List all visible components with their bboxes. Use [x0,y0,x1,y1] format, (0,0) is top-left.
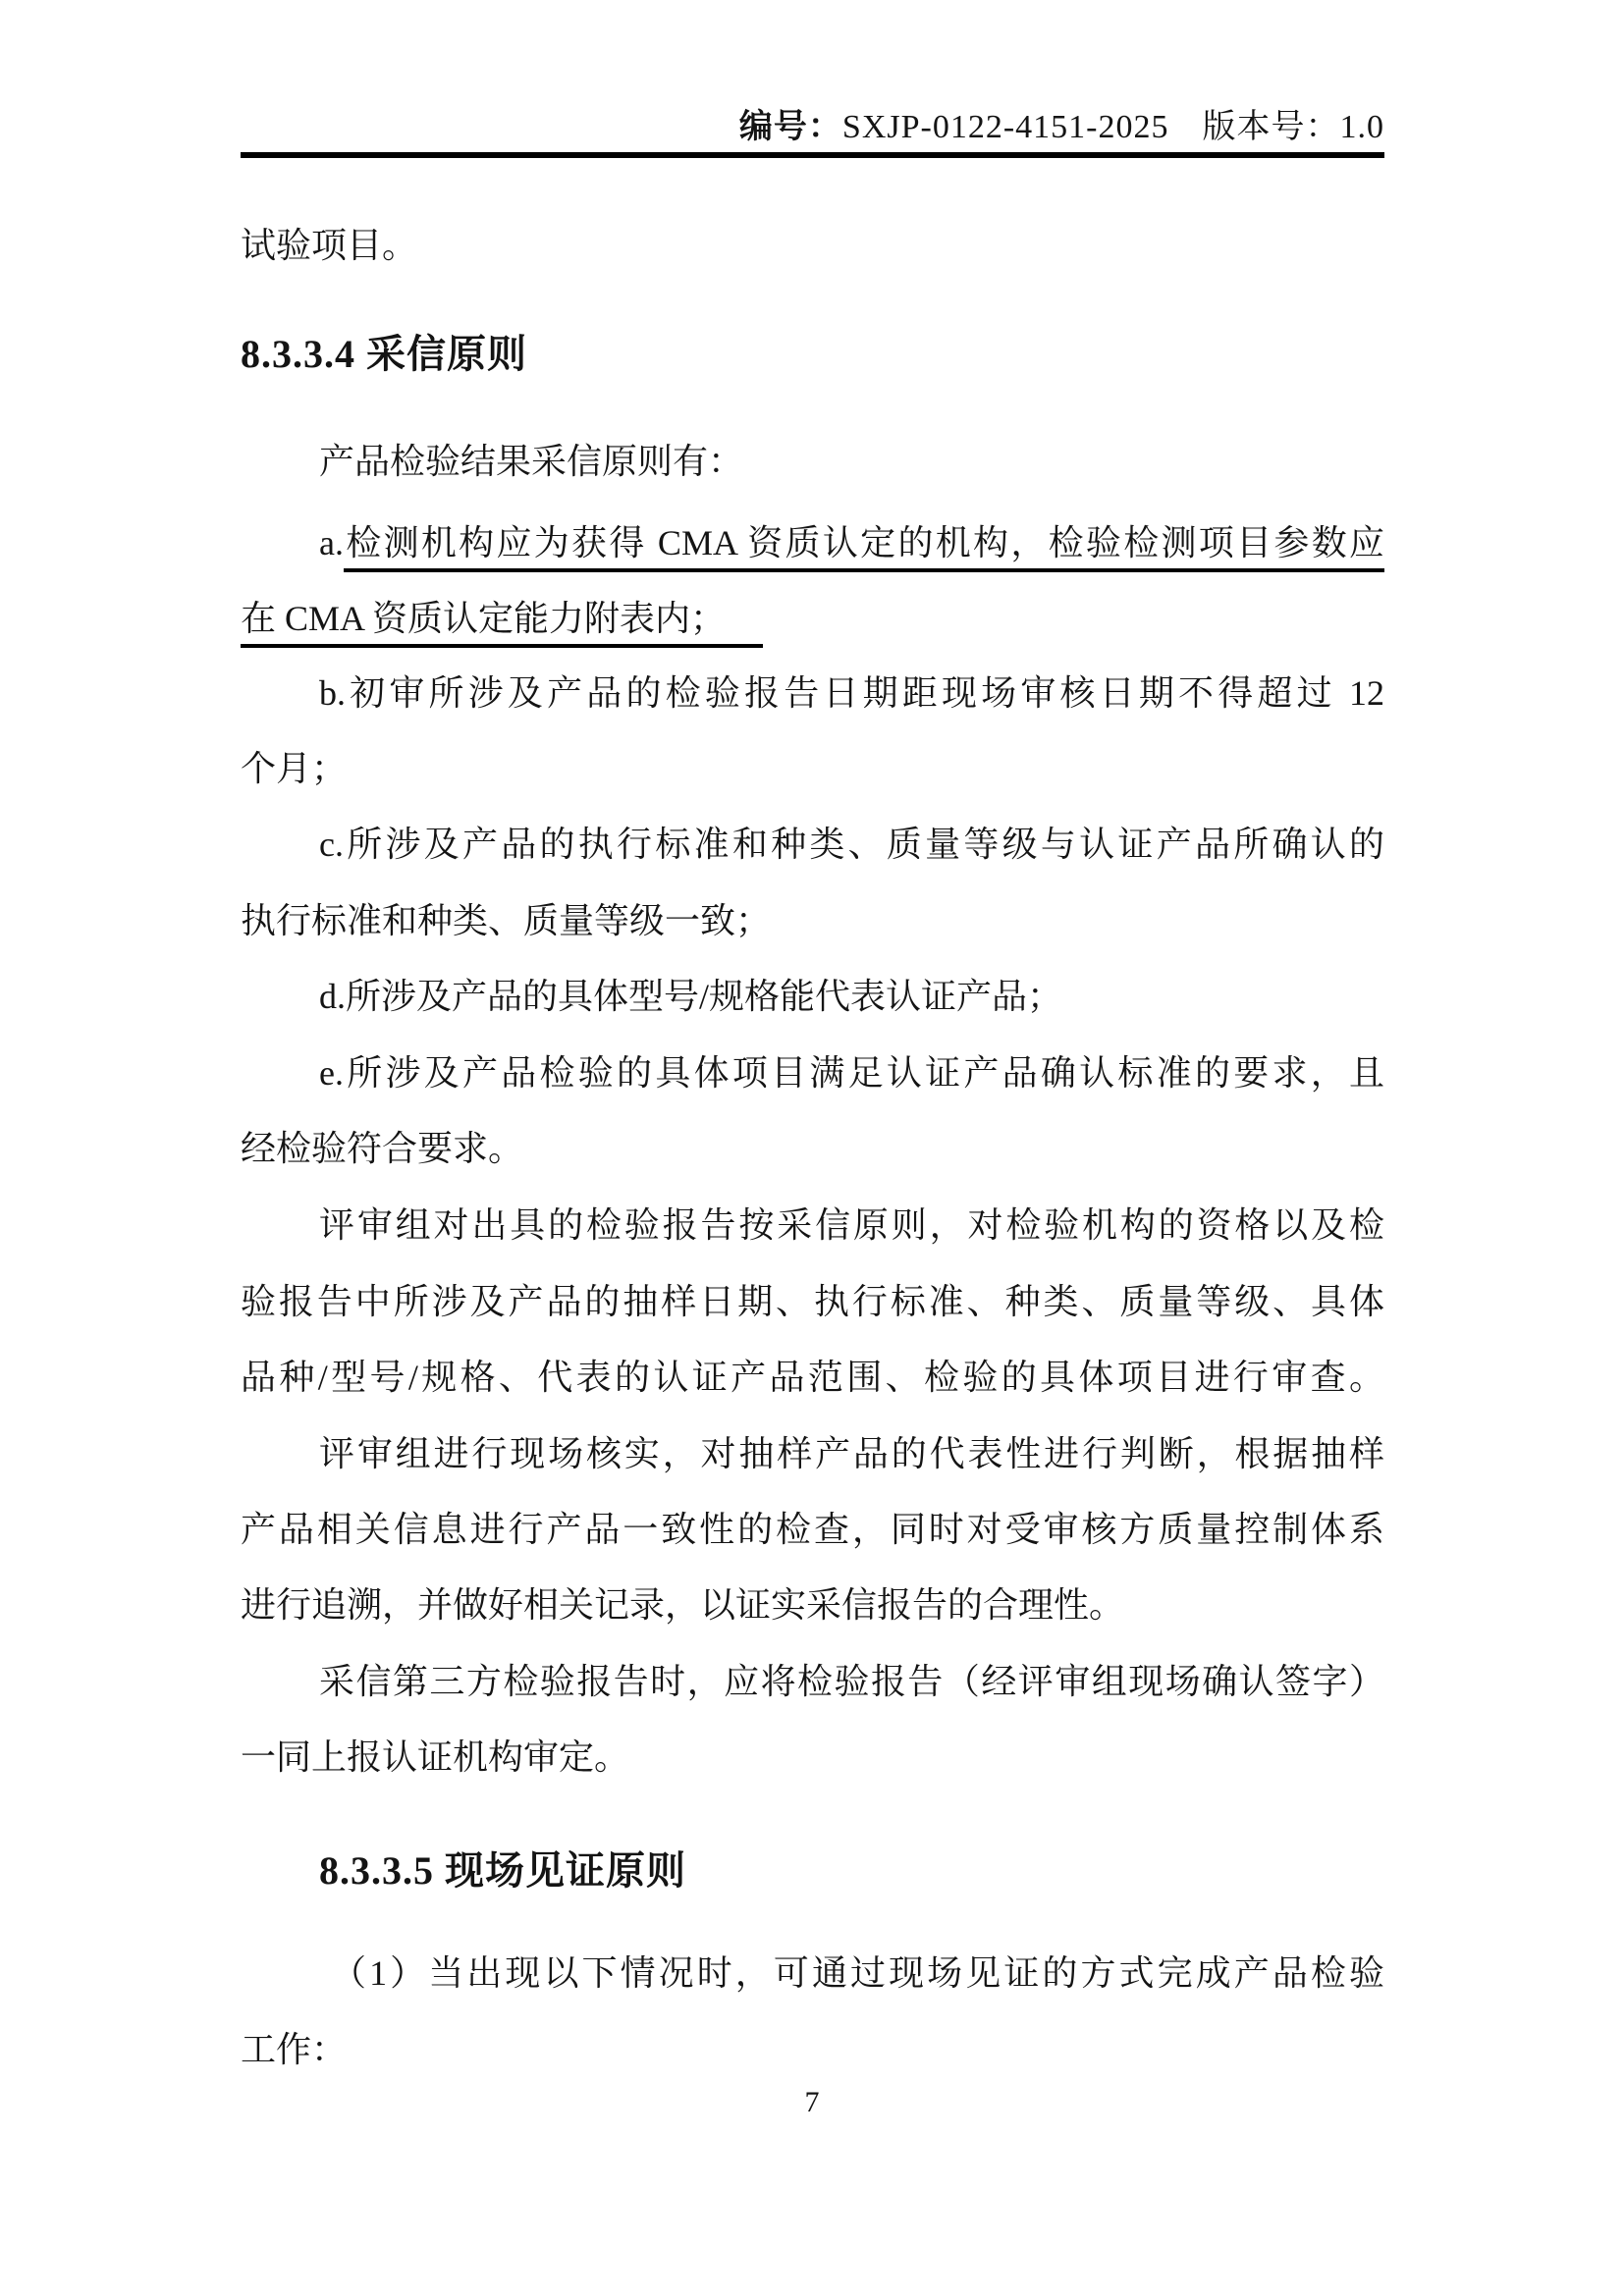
body-line-item-a [241,506,1384,581]
body-line-item-c-cont: 执行标准和种类、质量等级一致； [241,901,772,940]
doc-number-label: 编号： [738,109,842,145]
page-header [241,102,1384,153]
body-line-para-verify-1: 评审组进行现场核实，对抽样产品的代表性进行判断，根据抽样 [319,1434,1384,1473]
body-line-item-e: e.所涉及产品检验的具体项目满足认证产品确认标准的要求，且 [319,1053,1384,1093]
version-value: 1.0 [1339,109,1384,145]
body-line-intro: 产品检验结果采信原则有： [319,442,744,481]
body-line-item-a-cont [241,581,1384,657]
body-line-item-c: c.所涉及产品的执行标准和种类、质量等级与认证产品所确认的 [319,825,1384,864]
body-line-para-verify-3: 进行追溯，并做好相关记录，以证实采信报告的合理性。 [241,1585,1125,1625]
body-line-item-d: d.所涉及产品的具体型号/规格能代表认证产品； [319,977,1063,1016]
body-line-item-e-cont: 经检验符合要求。 [241,1129,524,1168]
header-rule [241,152,1384,158]
heading-8-3-3-4: 8.3.3.4 采信原则 [241,332,527,376]
item-a-underlined-text-2: 在 CMA 资质认定能力附表内； [241,599,763,648]
version-label: 版本号： [1202,109,1340,145]
body-line-para-review-3: 品种/型号/规格、代表的认证产品范围、检验的具体项目进行审查。 [241,1358,1384,1397]
item-a-prefix: a. [319,523,344,562]
item-a-underlined-text: 检测机构应为获得 CMA 资质认定的机构，检验检测项目参数应 [344,523,1384,572]
body-line-para-verify-2: 产品相关信息进行产品一致性的检查，同时对受审核方质量控制体系 [241,1510,1384,1549]
body-line-item-b: b.初审所涉及产品的检验报告日期距现场审核日期不得超过 12 [319,673,1384,713]
body-line-para-report-2: 一同上报认证机构审定。 [241,1737,630,1777]
body-line-witness-2: 工作： [241,2030,348,2069]
page-number: 7 [804,2086,820,2118]
body-line-item-b-cont: 个月； [241,749,348,788]
body-line-para-review-1: 评审组对出具的检验报告按采信原则，对检验机构的资格以及检 [319,1205,1384,1245]
heading-8-3-3-5: 8.3.3.5 现场见证原则 [319,1848,686,1893]
body-line-para-report-1: 采信第三方检验报告时，应将检验报告（经评审组现场确认签字） [319,1662,1384,1701]
doc-number-value: SXJP-0122-4151-2025 [841,109,1169,145]
body-line-carryover: 试验项目。 [241,226,418,265]
body-line-witness-1: （1）当出现以下情况时，可通过现场见证的方式完成产品检验 [331,1953,1384,1993]
body-line-para-review-2: 验报告中所涉及产品的抽样日期、执行标准、种类、质量等级、具体 [241,1282,1384,1321]
